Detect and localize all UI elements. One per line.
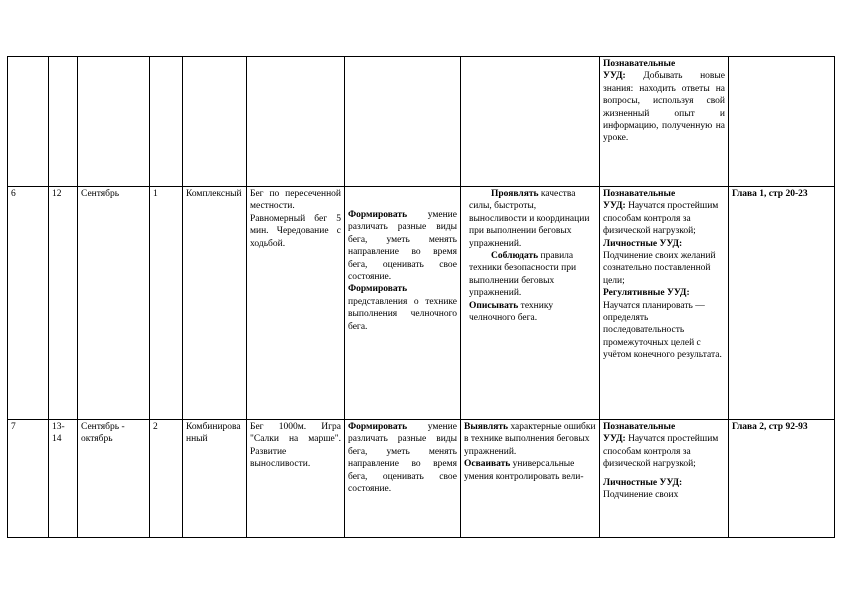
cell-lesson: 13-14 [49,420,78,538]
lesson-plan-table [7,56,835,538]
activity-paragraph: Проявлять качества силы, быстроты, выносливости и координации при выполнении беговых упражнений. [469,189,590,249]
cell-hours [150,57,183,187]
cell-reference: Глава 1, стр 20-23 [729,187,835,420]
activity-paragraph: Описывать технику челночного бега. [469,300,554,324]
cell-content [247,187,345,420]
cell-goal [345,420,461,538]
activity-paragraph: Соблюдать правила техники безопасности при выполнении беговых упражнений. [469,251,577,299]
cell-uud [600,187,729,420]
cell-content [247,420,345,538]
cell-reference: Глава 2, стр 92-93 [729,420,835,538]
activity-paragraph: Осваивать универсальные умения контролировать вели- [464,459,584,482]
cell-uud [600,420,729,538]
cell-lesson [49,57,78,187]
cell-goal [345,57,461,187]
cell-activities [461,420,600,538]
cell-number: 7 [8,420,49,538]
uud-heading: Познавательные [603,422,676,432]
uud-paragraph: УУД: Научатся простейшим способам контроля за физической нагрузкой; [603,201,719,237]
goal-paragraph: Формировать умение различать разные виды бега, уметь менять направление во время бега, оценивать свое состояние. [348,422,457,495]
cell-activities [461,57,600,187]
goal-paragraph: Формировать умение различать разные виды бега, уметь менять направление во время бега, оценивать свое состояние. [348,210,457,283]
cell-month: Сентябрь - октябрь [78,420,150,538]
cell-goal [345,187,461,420]
activity-paragraph: Выявлять характерные ошибки в технике выполнения беговых упражнений. [464,422,596,457]
content-text: Бег по пересеченной местности. Равномерный бег 5 мин. Чередование с ходьбой. [250,189,341,249]
cell-content [247,57,345,187]
uud-paragraph: Личностные УУД: Подчинение своих [603,477,683,501]
cell-hours: 1 [150,187,183,420]
uud-paragraph: УУД: Добывать новые знания: находить ответы на вопросы, используя свой жизненный опыт и информацию, полученную на уроке. [603,71,725,144]
cell-lesson: 12 [49,187,78,420]
uud-heading: Познавательные [603,189,676,199]
cell-activities [461,187,600,420]
cell-type [183,57,247,187]
uud-heading: Познавательные [603,59,676,69]
cell-type: Комбинированный [183,420,247,538]
table-row [8,420,835,538]
cell-number [8,57,49,187]
cell-reference [729,57,835,187]
cell-hours: 2 [150,420,183,538]
uud-paragraph: Личностные УУД: Подчинение своих желаний сознательно поставленной цели; [603,238,716,286]
goal-paragraph: Формировать представления о технике выполнения челночного бега. [348,284,457,332]
cell-month [78,57,150,187]
table-row [8,57,835,187]
uud-paragraph: Регулятивные УУД: Научатся планировать — определять последовательность промежуточных целей с учётом конечного результата. [603,288,722,361]
uud-paragraph: УУД: Научатся простейшим способам контроля за физической нагрузкой; [603,434,719,470]
cell-number: 6 [8,187,49,420]
cell-uud [600,57,729,187]
cell-type: Комплексный [183,187,247,420]
content-text: Бег 1000м. Игра "Салки на марше". Развитие выносливости. [250,422,341,470]
table-row [8,187,835,420]
cell-month: Сентябрь [78,187,150,420]
